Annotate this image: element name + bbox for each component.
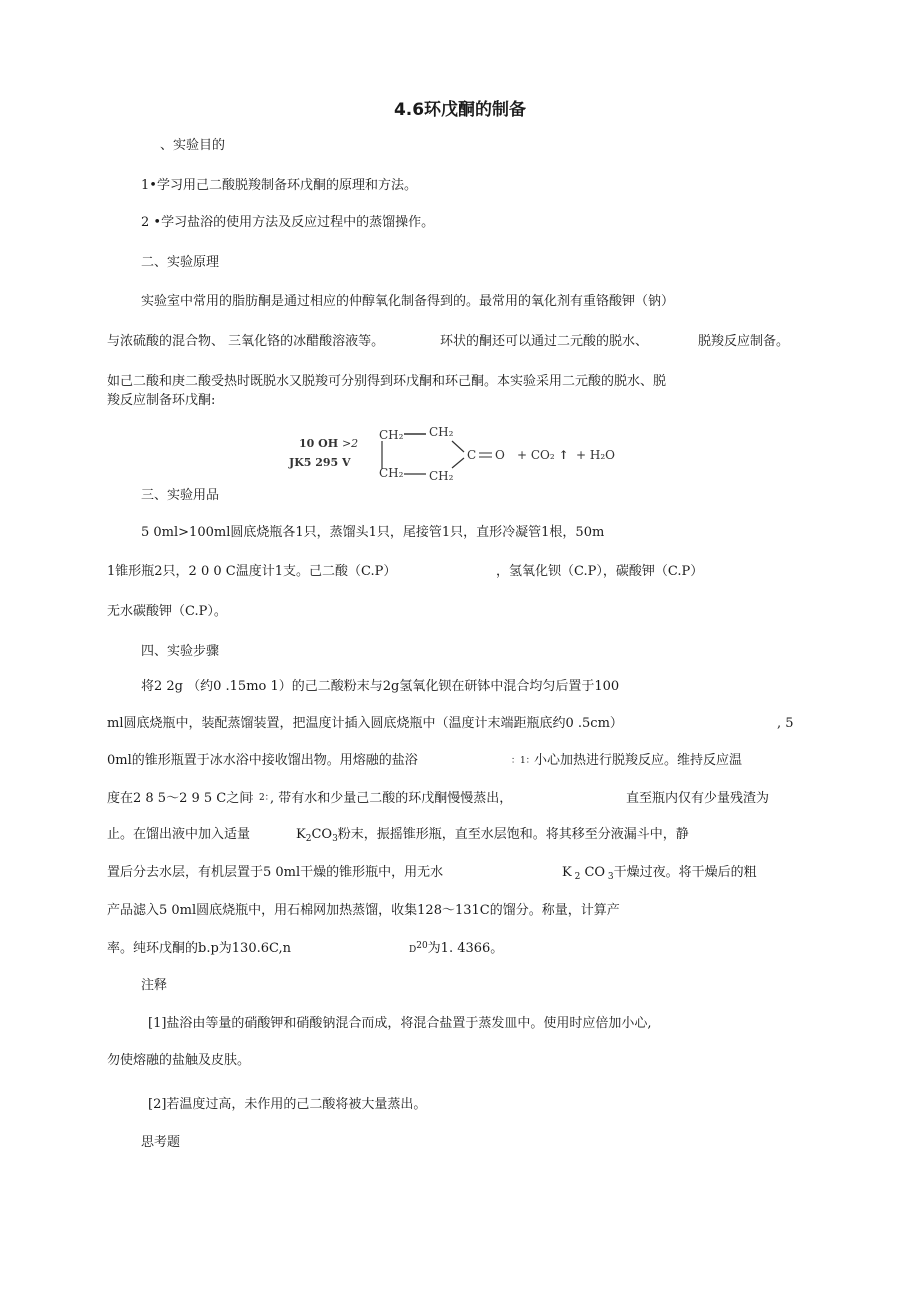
reaction-condition-line-2: JK5 295 V xyxy=(289,456,351,469)
steps-line-2b: , 5 xyxy=(777,716,794,731)
materials-line-2b: ，氢氧化钡（C.P），碳酸钾（C.P） xyxy=(496,564,704,579)
page-title: 4.6环戊酮的制备 xyxy=(393,100,527,120)
steps-line-5a: 止。在馏出液中加入适量 xyxy=(107,827,251,842)
water-product: + H₂O xyxy=(576,448,615,462)
reaction-condition-line-1: 10 OH >2 xyxy=(299,437,359,450)
aim-item-2: 2 •学习盐浴的使用方法及反应过程中的蒸馏操作。 xyxy=(141,215,435,230)
principle-line-2c: 脱羧反应制备。 xyxy=(698,334,790,349)
section-heading-notes: 注释 xyxy=(141,978,168,993)
co2-product: + CO₂ ↑ xyxy=(517,448,569,462)
steps-line-3b: 小心加热进行脱羧反应。维持反应温 xyxy=(534,753,743,768)
principle-line-1: 实验室中常用的脂肪酮是通过相应的仲醇氧化制备得到的。最常用的氧化剂有重铬酸钾（钠） xyxy=(141,294,675,309)
steps-line-3a: 0ml的锥形瓶置于冰水浴中接收馏出物。用熔融的盐浴 xyxy=(107,753,418,768)
steps-line-8a: 率。纯环戊酮的b.p为130.6C,n xyxy=(107,941,291,956)
materials-line-3: 无水碳酸钾（C.P）。 xyxy=(107,604,227,619)
steps-line-6b: K $_2$ CO $_3$干燥过夜。将干燥后的粗 xyxy=(562,865,757,882)
footnote-marker-2: ：2： xyxy=(250,793,274,803)
principle-line-4: 羧反应制备环戊酮: xyxy=(107,393,216,408)
section-heading-principle: 二、实验原理 xyxy=(141,255,220,270)
steps-line-5b: $K_2CO_3$粉末，振摇锥形瓶，直至水层饱和。将其移至分液漏斗中，静 xyxy=(296,827,689,844)
materials-line-1: 5 0ml>100ml圆底烧瓶各1只，蒸馏头1只，尾接管1只，直形冷凝管1根，50m xyxy=(141,525,605,540)
carbonyl-carbon: C xyxy=(467,448,477,462)
section-heading-steps: 四、实验步骤 xyxy=(141,644,220,659)
footnote-marker-1: ：1： xyxy=(511,756,535,766)
ch2-top-right: CH₂ xyxy=(429,425,454,439)
section-heading-materials: 三、实验用品 xyxy=(141,488,220,503)
steps-line-7: 产品滤入5 0ml圆底烧瓶中，用石棉网加热蒸馏，收集128～131C的馏分。称量，计算产 xyxy=(107,903,620,918)
note-2: [2]若温度过高，未作用的己二酸将被大量蒸出。 xyxy=(148,1097,427,1112)
materials-line-2a: 1锥形瓶2只，2 0 0 C温度计1支。己二酸（C.P） xyxy=(107,564,397,579)
section-heading-aims: 、实验目的 xyxy=(160,138,226,153)
steps-line-2a: ml圆底烧瓶中，装配蒸馏装置，把温度计插入圆底烧瓶中（温度计末端距瓶底约0 .5cm） xyxy=(107,716,623,731)
principle-line-2b: 环状的酮还可以通过二元酸的脱水、 xyxy=(440,334,649,349)
carbonyl-oxygen: O xyxy=(495,448,505,462)
section-heading-questions: 思考题 xyxy=(141,1135,181,1150)
steps-line-4c: 直至瓶内仅有少量残渣为 xyxy=(626,791,770,806)
ch2-bottom-right: CH₂ xyxy=(429,469,454,483)
principle-line-3: 如己二酸和庚二酸受热时既脱水又脱羧可分别得到环戊酮和环己酮。本实验采用二元酸的脱水、脱 xyxy=(107,374,667,389)
note-1-line-2: 勿使熔融的盐触及皮肤。 xyxy=(107,1053,251,1068)
steps-line-6a: 置后分去水层，有机层置于5 0ml干燥的锥形瓶中，用无水 xyxy=(107,865,444,880)
ch2-bottom-left: CH₂ xyxy=(379,466,404,480)
aim-item-1: 1•学习用己二酸脱羧制备环戊酮的原理和方法。 xyxy=(141,178,417,193)
steps-line-4b: , 带有水和少量己二酸的环戊酮慢慢蒸出， xyxy=(270,791,513,806)
steps-line-8b: $D^{20}$为1. 4366。 xyxy=(409,941,504,956)
steps-line-4a: 度在2 8 5～2 9 5 C之间 xyxy=(107,791,253,806)
note-1-line-1: [1]盐浴由等量的硝酸钾和硝酸钠混合而成，将混合盐置于蒸发皿中。使用时应倍加小心, xyxy=(148,1016,652,1031)
steps-line-1: 将2 2g （约0 .15mo 1）的己二酸粉末与2g氢氧化钡在研钵中混合均匀后置于100 xyxy=(141,679,620,694)
ch2-top-left: CH₂ xyxy=(379,428,404,442)
principle-line-2a: 与浓硫酸的混合物、 三氧化铬的冰醋酸溶液等。 xyxy=(107,334,385,349)
